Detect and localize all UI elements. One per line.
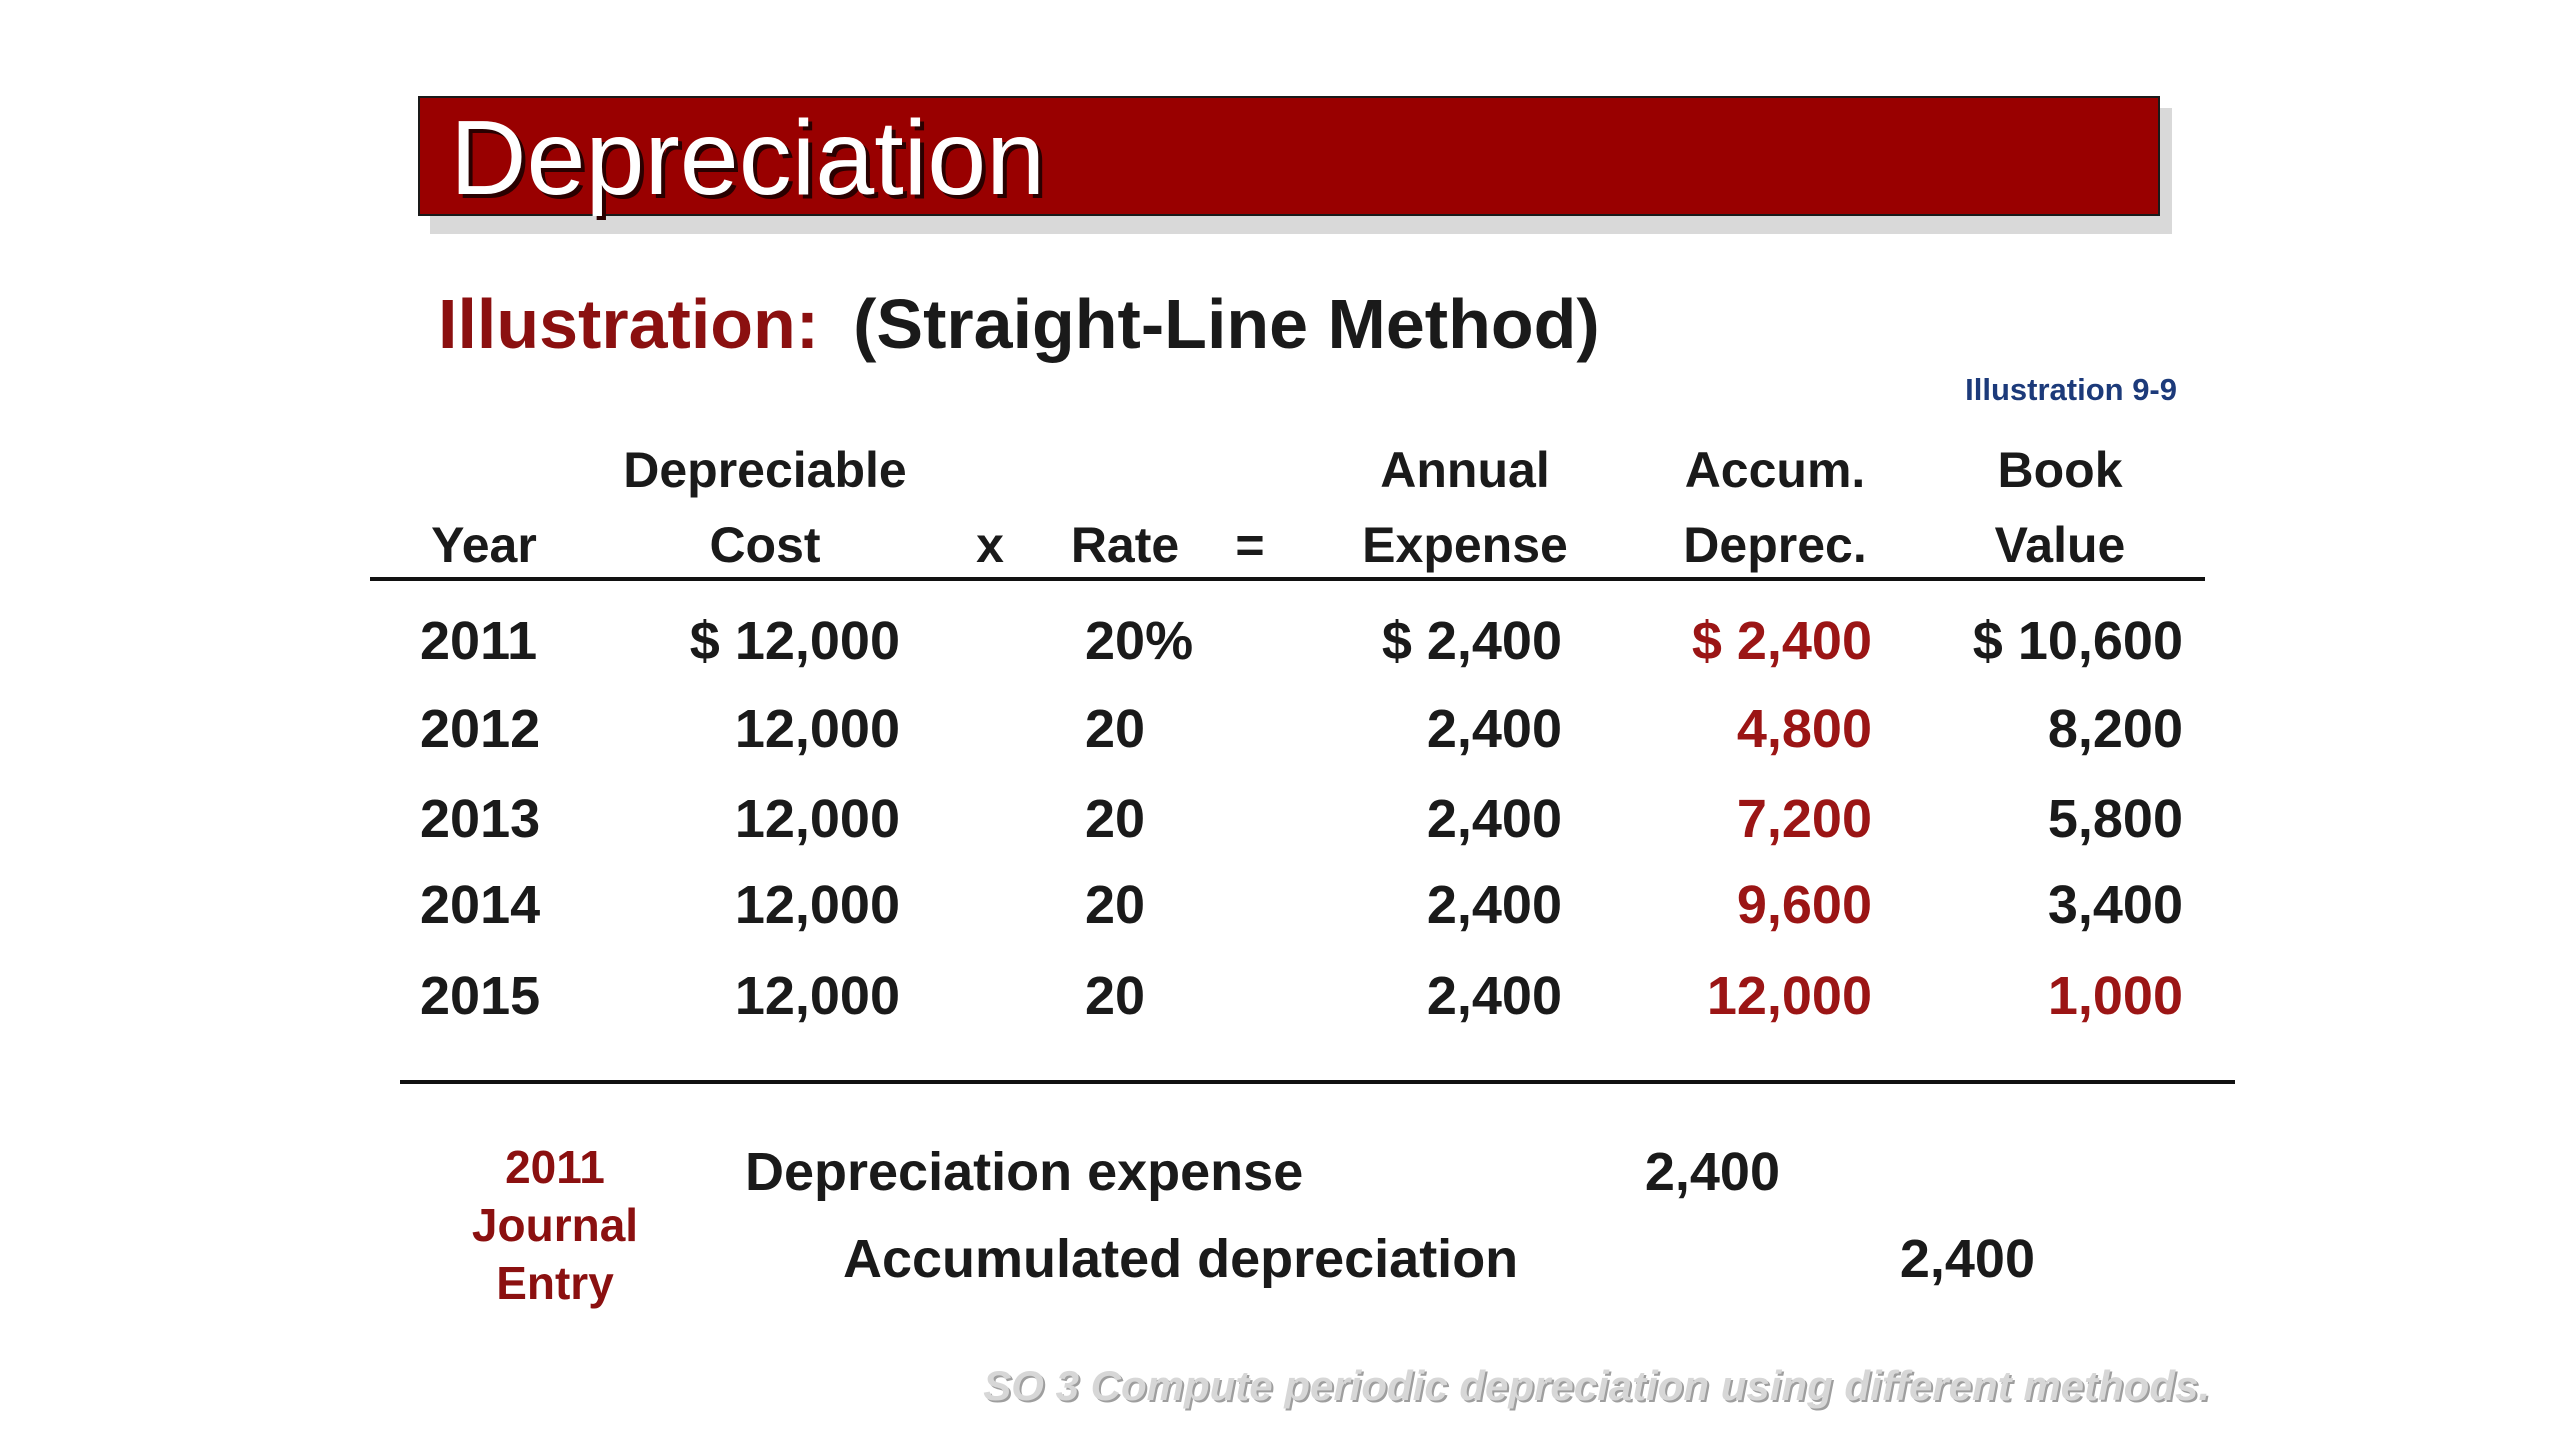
header-book-line1: Book [1997,442,2123,498]
cell-year: 2013 [420,789,541,849]
cell-cost: 12,000 [734,699,900,759]
cell-cost: 12,000 [734,966,900,1026]
journal-entry-label [440,1138,670,1312]
cell-year: 2015 [420,966,541,1026]
header-equals: = [1235,517,1265,573]
header-cost-line1: Depreciable [623,442,907,498]
cell-rate: 20 [1085,966,1146,1026]
header-book: Value [1994,517,2126,573]
cell-year: 2011 [420,611,538,671]
header-rule [370,577,2205,581]
credit-account: Accumulated depreciation [843,1229,1519,1289]
subtitle [438,282,1600,366]
cell-accum: 4,800 [1736,699,1872,759]
cell-accum: $ 2,400 [1691,611,1872,671]
journal-entry-year: 2011 [505,1141,605,1193]
debit-account: Depreciation expense [745,1142,1304,1202]
cell-book: 3,400 [2047,875,2183,935]
cell-year: 2012 [420,699,541,759]
credit-amount: 2,400 [1899,1229,2035,1289]
cell-rate: 20 [1085,875,1146,935]
header-expense-line1: Annual [1380,442,1550,498]
header-accum-line1: Accum. [1684,442,1866,498]
subtitle-lead: Illustration: [438,285,820,363]
cell-rate: 20 [1085,699,1146,759]
cell-book: $ 10,600 [1972,611,2183,671]
cell-book: 5,800 [2047,789,2183,849]
cell-expense: 2,400 [1426,699,1562,759]
cell-rate: 20% [1085,611,1194,671]
table-bottom-rule [400,1080,2235,1084]
header-year: Year [431,517,537,573]
header-rate: Rate [1070,517,1180,573]
cell-cost: $ 12,000 [689,611,900,671]
journal-entry-entry-word: Entry [496,1257,614,1309]
cell-accum: 9,600 [1736,875,1872,935]
cell-book: 8,200 [2047,699,2183,759]
header-expense: Expense [1362,517,1568,573]
illustration-reference: Illustration 9-9 [1965,372,2177,407]
cell-accum: 12,000 [1706,966,1872,1026]
header-cost: Cost [709,517,821,573]
debit-amount: 2,400 [1644,1142,1780,1202]
journal-entry-word: Journal [471,1199,639,1251]
cell-rate: 20 [1085,789,1146,849]
cell-expense: 2,400 [1426,966,1562,1026]
cell-expense: 2,400 [1426,875,1562,935]
subtitle-method: (Straight-Line Method) [853,285,1600,363]
study-objective-footer: SO 3 Compute periodic depreciation using different methods. [983,1362,2210,1409]
header-times: x [976,517,1004,573]
cell-year: 2014 [420,875,541,935]
cell-expense: 2,400 [1426,789,1562,849]
cell-accum: 7,200 [1736,789,1872,849]
title-banner [418,96,2160,216]
cell-cost: 12,000 [734,789,900,849]
cell-book: 1,000 [2047,966,2183,1026]
page-title: Depreciation [450,99,1046,217]
header-accum: Deprec. [1683,517,1867,573]
cell-expense: $ 2,400 [1381,611,1562,671]
cell-cost: 12,000 [734,875,900,935]
